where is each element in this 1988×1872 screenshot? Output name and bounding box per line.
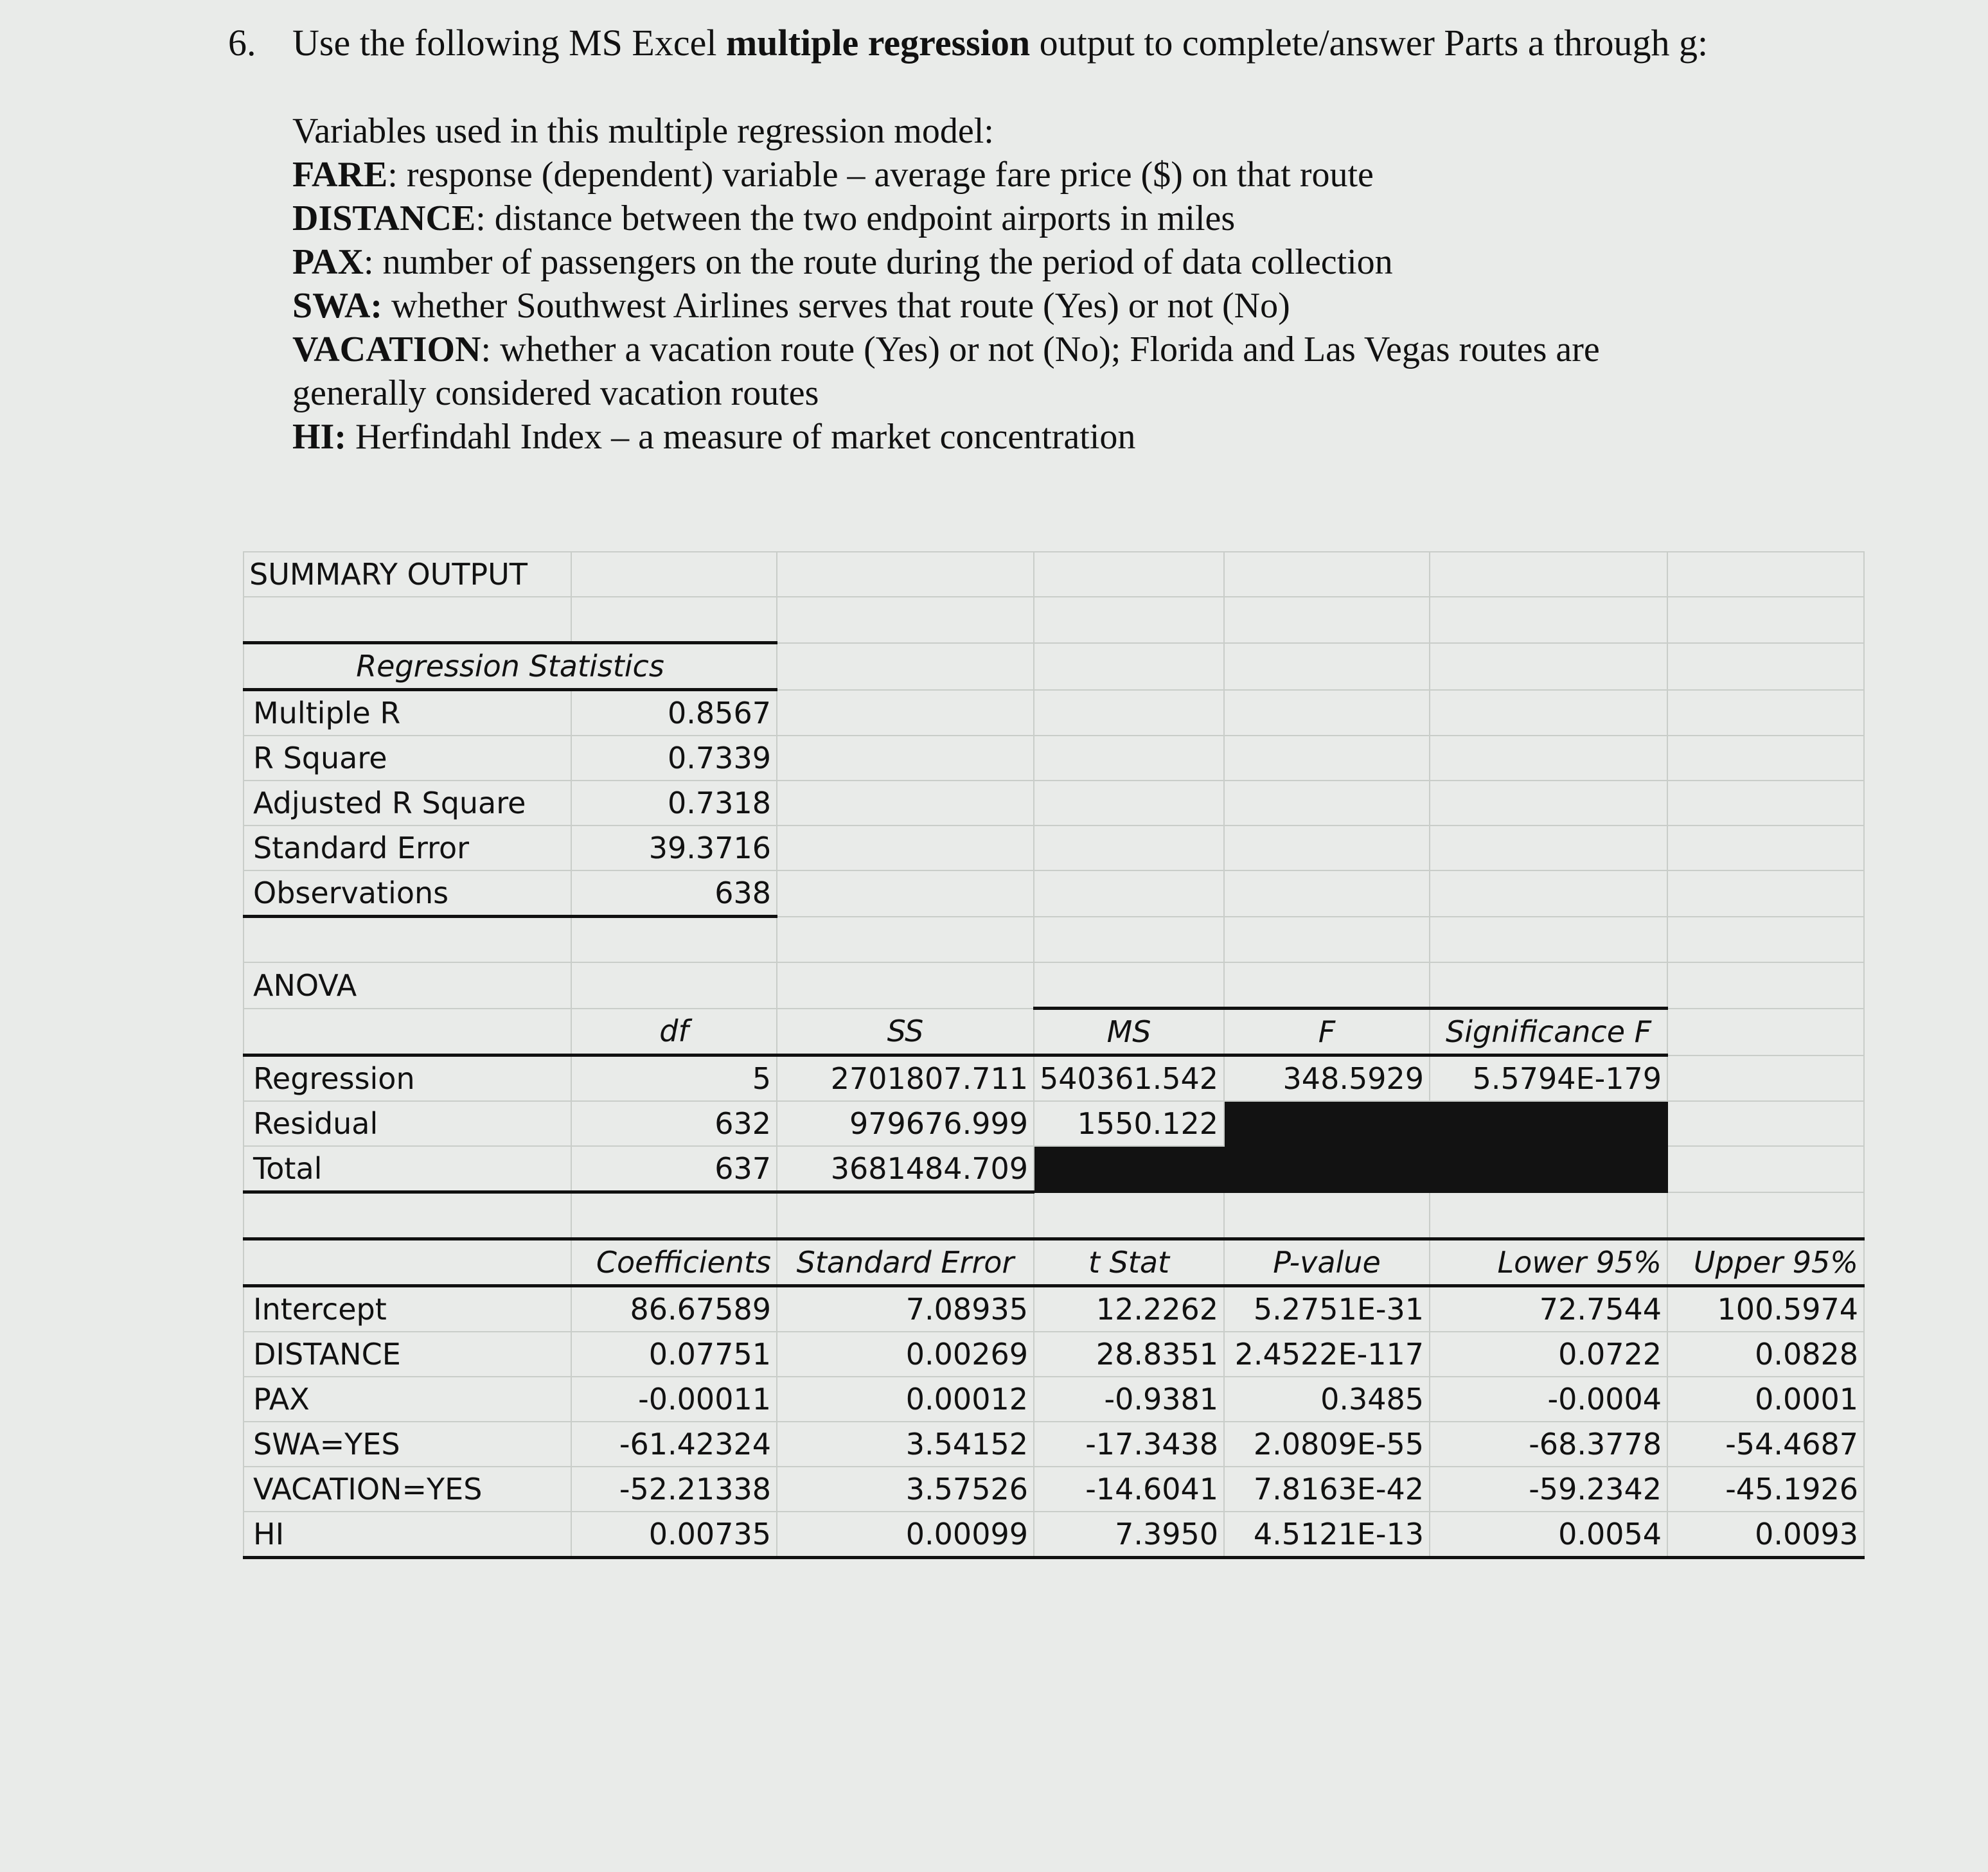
table-row: DISTANCE 0.07751 0.00269 28.8351 2.4522E-117 0.0722 0.0828 [244, 1332, 1864, 1377]
anova-header-f: F [1224, 1009, 1430, 1055]
coef-header-standard-error: Standard Error [777, 1239, 1034, 1286]
redacted-cell [1224, 1101, 1430, 1146]
anova-df: 637 [571, 1146, 777, 1192]
question-prefix: Use the following MS Excel [292, 22, 717, 64]
stat-label: Adjusted R Square [244, 781, 571, 826]
coef-header-coefficients: Coefficients [571, 1239, 777, 1286]
variable-list [292, 109, 1770, 459]
anova-ms: 1550.122 [1034, 1101, 1224, 1146]
variable-item: HI: Herfindahl Index – a measure of market concentration [292, 417, 1136, 457]
table-row: Intercept 86.67589 7.08935 12.2262 5.2751E-31 72.7544 100.5974 [244, 1286, 1864, 1332]
coef-header-t-stat: t Stat [1034, 1239, 1224, 1286]
table-row: VACATION=YES -52.21338 3.57526 -14.6041 7.8163E-42 -59.2342 -45.1926 [244, 1467, 1864, 1512]
redacted-cell [1430, 1146, 1667, 1192]
table-row: PAX -0.00011 0.00012 -0.9381 0.3485 -0.0004 0.0001 [244, 1377, 1864, 1422]
anova-ms: 540361.542 [1034, 1055, 1224, 1102]
anova-header-ms: MS [1034, 1009, 1224, 1055]
stat-label: Multiple R [244, 690, 571, 736]
coef-header-lower-95: Lower 95% [1430, 1239, 1667, 1286]
anova-row-label: Residual [244, 1101, 571, 1146]
anova-row-label: Regression [244, 1055, 571, 1102]
anova-header-ss: SS [777, 1009, 1034, 1055]
anova-f: 348.5929 [1224, 1055, 1430, 1102]
table-row: SWA=YES -61.42324 3.54152 -17.3438 2.0809E-55 -68.3778 -54.4687 [244, 1422, 1864, 1467]
stat-label: R Square [244, 736, 571, 781]
stat-value: 0.7339 [571, 736, 777, 781]
question-number: 6. [228, 22, 256, 64]
table-row: HI 0.00735 0.00099 7.3950 4.5121E-13 0.0054 0.0093 [244, 1512, 1864, 1558]
stat-value: 638 [571, 870, 777, 917]
anova-header-df: df [571, 1009, 777, 1055]
stat-value: 0.7318 [571, 781, 777, 826]
redacted-cell [1034, 1146, 1224, 1192]
stat-value: 0.8567 [571, 690, 777, 736]
variable-item: VACATION: whether a vacation route (Yes) or not (No); Florida and Las Vegas routes are [292, 330, 1600, 369]
question-suffix: output to complete/answer Parts a through g: [1039, 22, 1708, 64]
anova-ss: 979676.999 [777, 1101, 1034, 1146]
stat-value: 39.3716 [571, 826, 777, 870]
regression-table [243, 551, 1865, 1559]
anova-header-significance-f: Significance F [1430, 1009, 1667, 1055]
coef-header-upper-95: Upper 95% [1667, 1239, 1864, 1286]
question-heading [228, 19, 1899, 67]
regression-output-sheet [243, 551, 1865, 1559]
redacted-cell [1430, 1101, 1667, 1146]
summary-title: SUMMARY OUTPUT [244, 552, 571, 597]
redacted-cell [1224, 1146, 1430, 1192]
variable-item: SWA: whether Southwest Airlines serves that route (Yes) or not (No) [292, 286, 1290, 326]
anova-ss: 3681484.709 [777, 1146, 1034, 1192]
variable-item: DISTANCE: distance between the two endpoint airports in miles [292, 199, 1236, 238]
regression-statistics-title: Regression Statistics [244, 643, 777, 690]
stat-label: Standard Error [244, 826, 571, 870]
variables-intro: Variables used in this multiple regression model: [292, 111, 994, 151]
variable-item: generally considered vacation routes [292, 373, 819, 413]
variable-item: FARE: response (dependent) variable – average fare price ($) on that route [292, 155, 1374, 195]
anova-ss: 2701807.711 [777, 1055, 1034, 1102]
anova-title: ANOVA [244, 962, 571, 1009]
stat-label: Observations [244, 870, 571, 917]
variable-item: PAX: number of passengers on the route during the period of data collection [292, 242, 1393, 282]
anova-row-label: Total [244, 1146, 571, 1192]
anova-significance-f: 5.5794E-179 [1430, 1055, 1667, 1102]
anova-df: 632 [571, 1101, 777, 1146]
anova-df: 5 [571, 1055, 777, 1102]
coef-header-p-value: P-value [1224, 1239, 1430, 1286]
question-bold: multiple regression [725, 22, 1031, 64]
